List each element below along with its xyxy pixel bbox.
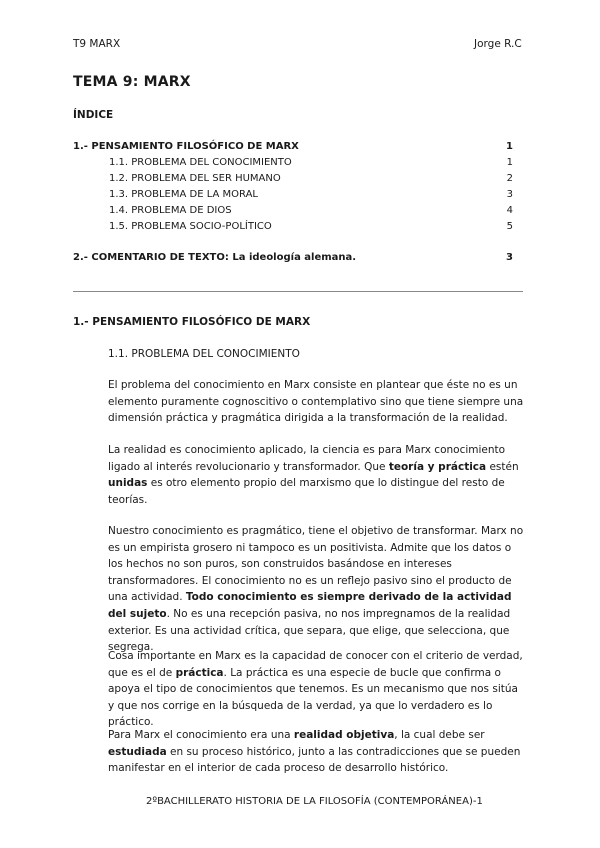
subsection-heading: 1.1. PROBLEMA DEL CONOCIMIENTO (108, 348, 300, 360)
bold-text: unidas (108, 477, 148, 490)
paragraph (108, 523, 524, 656)
toc-page: 2 (506, 173, 513, 184)
paragraph (108, 442, 524, 508)
text-run: . No es una recepción pasiva, no nos impregnamos de la realidad exterior. Es una actividad crítica, que separa, que elige, que selecciona, que segrega. (108, 607, 511, 654)
header-left: T9 MARX (73, 38, 121, 50)
toc-label: 1.3. PROBLEMA DE LA MORAL (109, 189, 258, 200)
text-run: Nuestro conocimiento es pragmático, tiene el objetivo de transformar. Marx no es un empirista grosero ni tampoco es un positivista. Admite que los datos o los hechos no son puros, son construidos basándose en intereses transformadores. El conocimiento no es un reflejo pasivo sino el producto de una actividad. (108, 525, 524, 604)
toc-entry[interactable] (73, 205, 513, 216)
index-heading: ÍNDICE (73, 109, 114, 121)
header-right: Jorge R.C (474, 38, 522, 50)
toc-label: 1.1. PROBLEMA DEL CONOCIMIENTO (109, 157, 292, 168)
bold-text: estudiada (108, 745, 167, 758)
toc-entry[interactable] (73, 173, 513, 184)
bold-text: teoría y práctica (388, 460, 487, 473)
toc-entry[interactable] (73, 252, 513, 263)
bold-text: práctica (175, 666, 224, 679)
text-run: El problema del conocimiento en Marx consiste en plantear que éste no es un elemento puramente cognoscitivo o contemplativo sino que tiene siempre una dimensión práctica y pragmática dirigida a la transformación de la realidad. (108, 379, 524, 425)
bold-text: realidad objetiva (293, 729, 395, 741)
section-heading: 1.- PENSAMIENTO FILOSÓFICO DE MARX (73, 316, 311, 328)
toc-page: 5 (506, 221, 513, 232)
toc-label: 1.4. PROBLEMA DE DIOS (109, 205, 232, 216)
toc-entry[interactable] (73, 189, 513, 200)
text-run: estén (486, 460, 519, 473)
text-run: en su proceso histórico, junto a las contradicciones que se pueden manifestar en el interior de cada proceso de desarrollo histórico. (108, 745, 521, 775)
toc-entry[interactable] (73, 157, 513, 168)
page-title: TEMA 9: MARX (73, 74, 191, 90)
text-run: Cosa importante en Marx es la capacidad de conocer con el criterio de verdad, que es el de (108, 650, 523, 679)
toc-page: 1 (506, 141, 513, 152)
toc-label: 2.- COMENTARIO DE TEXTO: La ideología alemana. (73, 252, 357, 263)
toc-label: 1.2. PROBLEMA DEL SER HUMANO (109, 173, 281, 184)
toc-page: 3 (506, 252, 513, 263)
bold-text: Todo conocimiento es siempre derivado de la actividad del sujeto (108, 591, 512, 620)
text-run: , la cual debe ser (394, 729, 485, 741)
toc-entry[interactable] (73, 221, 513, 232)
toc-label: 1.- PENSAMIENTO FILOSÓFICO DE MARX (73, 141, 299, 152)
page-footer: 2ºBACHILLERATO HISTORIA DE LA FILOSOFÍA (CONTEMPORÁNEA)-1 (146, 796, 483, 807)
toc-page: 3 (506, 189, 513, 200)
toc-entry[interactable] (73, 141, 513, 152)
toc-page: 4 (506, 205, 513, 216)
divider (73, 291, 523, 292)
paragraph (108, 648, 524, 731)
text-run: . La práctica es una especie de bucle que confirma o apoya el tipo de conocimientos que tenemos. Es un mecanismo que nos sitúa y que nos corrige en la búsqueda de la verdad, ya que lo verdadero es lo práctico. (108, 666, 518, 729)
paragraph (108, 377, 524, 427)
toc-label: 1.5. PROBLEMA SOCIO-POLÍTICO (109, 221, 272, 232)
text-run: es otro elemento propio del marxismo que lo distingue del resto de teorías. (108, 477, 505, 506)
toc-page: 1 (506, 157, 513, 168)
paragraph (108, 727, 524, 777)
text-run: La realidad es conocimiento aplicado, la ciencia es para Marx conocimiento ligado al interés revolucionario y transformador. Que (108, 444, 506, 473)
text-run: Para Marx el conocimiento era una (108, 729, 294, 741)
